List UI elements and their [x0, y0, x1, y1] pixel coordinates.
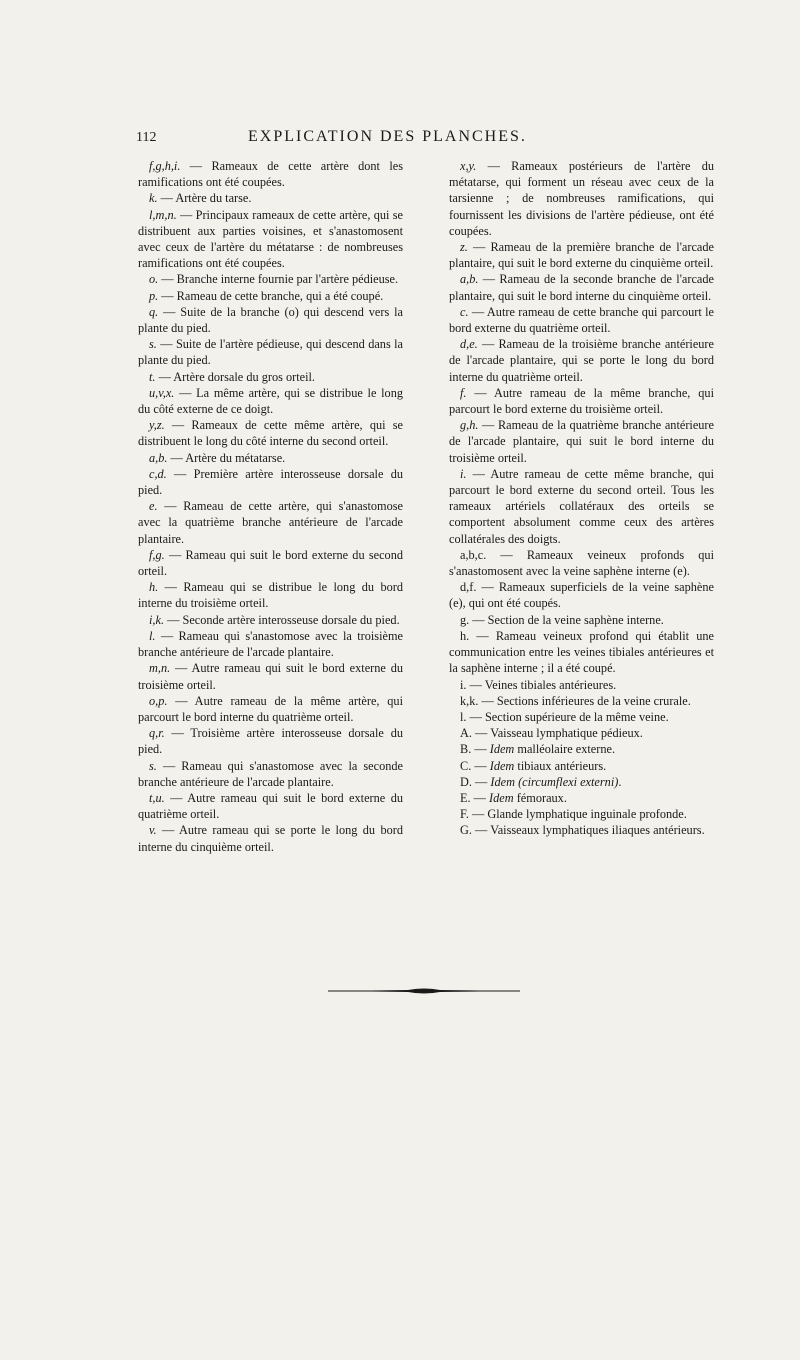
legend-key: l,m,n. [149, 207, 177, 222]
page-header [136, 128, 728, 146]
legend-key: l. [149, 628, 156, 643]
legend-key: s. [149, 758, 157, 773]
legend-key: d,e. [460, 337, 478, 352]
legend-text: tibiaux antérieurs. [514, 758, 607, 773]
legend-key: t. [149, 369, 156, 384]
legend-key: k,k. [460, 693, 479, 708]
legend-text: — Rameau de la seconde branche de l'arcade plantaire, qui suit le bord interne du cinquième orteil. [449, 272, 714, 303]
legend-text: — Section supérieure de la même veine. [466, 709, 669, 724]
legend-idem: Idem [489, 758, 515, 773]
legend-idem: Idem [489, 742, 515, 757]
legend-entry [138, 385, 403, 417]
legend-entry [449, 790, 714, 806]
legend-entry [138, 466, 403, 498]
legend-key: f. [460, 385, 467, 400]
legend-entry [449, 741, 714, 757]
legend-entry [449, 677, 714, 693]
legend-entry [449, 579, 714, 611]
legend-text: — Suite de la branche (o) qui descend vers la plante du pied. [138, 304, 403, 336]
legend-text: — Rameaux superficiels de la veine saphène (e), qui ont été coupés. [449, 580, 714, 611]
legend-key: q. [149, 304, 159, 319]
legend-entry [138, 207, 403, 272]
legend-entry [138, 758, 403, 790]
legend-dash: — [471, 774, 491, 789]
legend-text: — Rameau qui suit le bord externe du second orteil. [138, 547, 403, 579]
legend-key: v. [149, 823, 157, 838]
legend-text: — Vaisseau lymphatique pédieux. [471, 726, 643, 741]
right-column [449, 158, 714, 839]
legend-entry [138, 547, 403, 579]
legend-entry [138, 660, 403, 692]
legend-key: a,b. [149, 450, 168, 465]
page-number: 112 [136, 130, 157, 145]
legend-text: — Troisième artère interosseuse dorsale du pied. [138, 726, 403, 757]
legend-key: z. [460, 240, 468, 255]
legend-key: h. [460, 628, 470, 643]
legend-key: m,n. [149, 661, 171, 676]
legend-key: x,y. [460, 159, 477, 173]
legend-idem: Idem (circumflexi externi) [490, 774, 619, 789]
right-column-arterial-list [449, 158, 714, 547]
legend-text: — Autre rameau qui suit le bord externe du quatrième orteil. [138, 790, 403, 822]
legend-entry [449, 547, 714, 579]
legend-key: s. [149, 337, 157, 352]
legend-key: E. [460, 790, 471, 805]
legend-key: C. [460, 758, 472, 773]
legend-key: l. [460, 709, 467, 724]
legend-entry [449, 774, 714, 790]
legend-entry [449, 806, 714, 822]
legend-entry [138, 304, 403, 336]
legend-key: p. [149, 288, 159, 303]
legend-entry [449, 271, 714, 303]
legend-entry [449, 822, 714, 838]
legend-key: y,z. [149, 418, 165, 433]
legend-entry [449, 385, 714, 417]
legend-entry [449, 304, 714, 336]
legend-text: — Artère du métatarse. [167, 450, 286, 465]
legend-text: — Rameau veineux profond qui établit une communication entre les veines tibiales antérieures et la saphène interne ; il a été coupé. [449, 628, 714, 676]
legend-text: — Rameau qui s'anastomose avec la seconde branche antérieure de l'arcade plantaire. [138, 758, 403, 789]
legend-key: i. [460, 677, 467, 692]
legend-text: — Rameaux veineux profonds qui s'anastomosent avec la veine saphène interne (e). [449, 547, 714, 579]
legend-text: — La même artère, qui se distribue le long du côté externe de ce doigt. [138, 385, 403, 417]
legend-text: — Rameau de cette branche, qui a été coupé. [158, 288, 384, 303]
right-column-venous-lymphatic-list [449, 547, 714, 839]
legend-entry [138, 725, 403, 757]
legend-entry [449, 628, 714, 677]
legend-entry [138, 190, 403, 206]
legend-text: — Rameaux postérieurs de l'artère du métatarse, qui forment un réseau avec ceux de la tarsienne ; de nombreuses ramifications, qui fournissent les divisions de l'artère pédieuse, ont été coupées. [449, 159, 714, 238]
legend-text: — Vaisseaux lymphatiques iliaques antérieurs. [471, 823, 705, 838]
legend-text: — Rameau qui se distribue le long du bord interne du troisième orteil. [138, 580, 403, 611]
legend-key: e. [149, 499, 158, 514]
legend-text: — Autre rameau qui suit le bord externe du troisième orteil. [138, 661, 403, 692]
legend-entry [138, 693, 403, 725]
legend-text: — Artère du tarse. [157, 191, 252, 206]
legend-entry [138, 417, 403, 449]
legend-entry [449, 417, 714, 466]
legend-text: . [618, 774, 622, 789]
legend-text: — Rameau qui s'anastomose avec la troisième branche antérieure de l'arcade plantaire. [138, 628, 403, 660]
legend-text: — Rameaux de cette artère dont les ramifications ont été coupées. [138, 159, 403, 190]
left-column [138, 158, 403, 855]
legend-entry [138, 288, 403, 304]
legend-key: o,p. [149, 693, 168, 708]
legend-key: a,b. [460, 272, 479, 287]
legend-text: — Glande lymphatique inguinale profonde. [468, 807, 687, 822]
legend-key: d,f. [460, 580, 477, 595]
legend-entry [449, 693, 714, 709]
running-title: EXPLICATION DES PLANCHES. [248, 128, 527, 145]
legend-entry [138, 628, 403, 660]
legend-text: — Autre rameau de cette même branche, qui parcourt le bord externe du second orteil. Tous les rameaux artériels collatéraux des orteils se comportent absolument comme ceux des artères collatérales des doigts. [449, 466, 714, 546]
legend-dash: — [470, 790, 490, 805]
legend-text: — Section de la veine saphène interne. [469, 612, 664, 627]
legend-text: — Suite de l'artère pédieuse, qui descend dans la plante du pied. [138, 337, 403, 368]
legend-text: — Rameau de la quatrième branche antérieure de l'arcade plantaire, qui suit le bord interne du troisième orteil. [449, 418, 714, 465]
legend-key: k. [149, 191, 158, 206]
legend-key: f,g. [149, 547, 165, 562]
legend-text: malléolaire externe. [514, 742, 616, 757]
legend-key: a,b,c. [460, 547, 487, 562]
legend-text: — Rameaux de cette même artère, qui se distribuent le long du côté interne du second orteil. [138, 418, 403, 449]
legend-text: — Veines tibiales antérieures. [466, 677, 617, 692]
legend-key: i,k. [149, 612, 165, 627]
legend-entry [138, 579, 403, 611]
legend-entry [449, 466, 714, 547]
legend-text: — Sections inférieures de la veine crurale. [478, 693, 691, 708]
legend-entry [138, 450, 403, 466]
legend-text: — Branche interne fournie par l'artère pédieuse. [158, 272, 399, 287]
legend-entry [138, 158, 403, 190]
legend-entry [138, 271, 403, 287]
legend-text: — Artère dorsale du gros orteil. [155, 369, 315, 384]
legend-key: c. [460, 304, 469, 319]
legend-key: f,g,h,i. [149, 159, 181, 173]
legend-entry [138, 498, 403, 547]
legend-entry [449, 239, 714, 271]
end-ornament [328, 984, 520, 998]
legend-text: — Rameau de la première branche de l'arcade plantaire, qui suit le bord externe du cinquième orteil. [449, 240, 714, 271]
legend-entry [138, 369, 403, 385]
legend-entry [138, 612, 403, 628]
legend-key: o. [149, 272, 159, 287]
legend-entry [449, 612, 714, 628]
legend-entry [449, 336, 714, 385]
legend-dash: — [471, 758, 490, 773]
legend-text: fémoraux. [513, 790, 567, 805]
legend-key: h. [149, 580, 159, 595]
legend-key: F. [460, 807, 469, 822]
legend-key: q,r. [149, 726, 165, 741]
legend-key: u,v,x. [149, 385, 175, 400]
legend-text: — Seconde artère interosseuse dorsale du pied. [164, 612, 400, 627]
legend-dash: — [471, 742, 490, 757]
legend-key: D. [460, 774, 472, 789]
legend-text: — Rameau de cette artère, qui s'anastomose avec la quatrième branche antérieure de l'arcade plantaire. [138, 499, 403, 546]
legend-text: — Principaux rameaux de cette artère, qui se distribuent aux parties voisines, et s'anastomosent avec ceux de l'artère du métatarse : de nombreuses ramifications ont été coupées. [138, 207, 403, 271]
legend-text: — Autre rameau qui se porte le long du bord interne du cinquième orteil. [138, 823, 403, 854]
legend-idem: Idem [489, 790, 514, 805]
legend-entry [449, 709, 714, 725]
legend-key: t,u. [149, 790, 165, 805]
legend-entry [449, 725, 714, 741]
legend-entry [449, 758, 714, 774]
legend-key: i. [460, 466, 467, 481]
legend-text: — Autre rameau de la même branche, qui parcourt le bord externe du troisième orteil. [449, 385, 714, 417]
legend-key: A. [460, 726, 472, 741]
legend-key: g,h. [460, 418, 479, 433]
legend-text: — Autre rameau de la même artère, qui parcourt le bord interne du quatrième orteil. [138, 693, 403, 724]
legend-entry [138, 336, 403, 368]
legend-text: — Première artère interosseuse dorsale du pied. [138, 466, 403, 498]
legend-key: c,d. [149, 466, 167, 481]
legend-key: B. [460, 742, 472, 757]
legend-entry [138, 822, 403, 854]
legend-entry [138, 790, 403, 822]
legend-entry [449, 158, 714, 239]
legend-key: G. [460, 823, 472, 838]
legend-key: g. [460, 612, 470, 627]
legend-text: — Autre rameau de cette branche qui parcourt le bord externe du quatrième orteil. [449, 304, 714, 336]
legend-text: — Rameau de la troisième branche antérieure de l'arcade plantaire, qui se porte le long du bord interne du quatrième orteil. [449, 337, 714, 384]
